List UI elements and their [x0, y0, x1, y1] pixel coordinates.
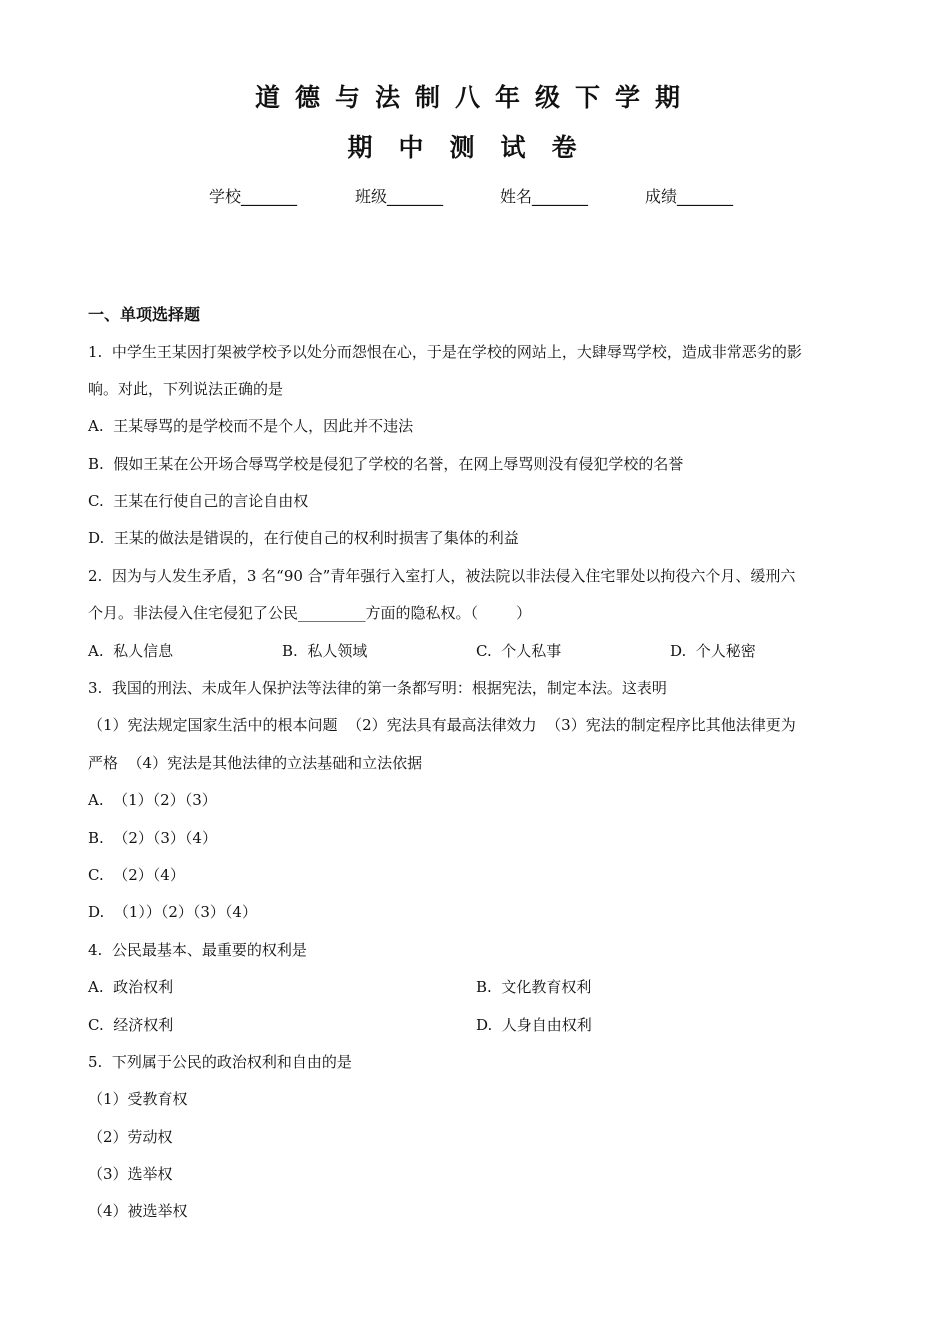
q1-option-c: C. 王某在行使自己的言论自由权 [88, 492, 309, 510]
q1-stem-line2: 响。对此，下列说法正确的是 [88, 380, 284, 398]
q4-option-a: A. 政治权利 [88, 978, 174, 996]
school-field: 学校_______ [209, 187, 298, 206]
q2-stem-line1: 2. 因为与人发生矛盾，3 名“90 合”青年强行入室打人，被法院以非法侵入住宅罪处以拘役六个月、缓刑六 [88, 567, 796, 585]
q2-option-c: C. 个人私事 [476, 642, 562, 660]
exam-title: 道德与法制八年级下学期 [254, 83, 695, 112]
q4-option-c: C. 经济权利 [88, 1016, 174, 1034]
q2-option-d: D. 个人秘密 [670, 642, 756, 660]
q4-stem: 4. 公民最基本、最重要的权利是 [88, 941, 307, 959]
q5-item-4: （4）被选举权 [88, 1202, 188, 1220]
q3-items-line1: （1）宪法规定国家生活中的根本问题 （2）宪法具有最高法律效力 （3）宪法的制定程序比其他法律更为 [88, 716, 796, 734]
name-field: 姓名_______ [500, 187, 589, 206]
score-field: 成绩_______ [645, 187, 734, 206]
q1-stem-line1: 1. 中学生王某因打架被学校予以处分而怨恨在心，于是在学校的网站上，大肆辱骂学校，造成非常恶劣的影 [88, 343, 802, 361]
q3-items-line2: 严格 （4）宪法是其他法律的立法基础和立法依据 [88, 754, 423, 772]
q3-stem: 3. 我国的刑法、未成年人保护法等法律的第一条都写明：根据宪法，制定本法。这表明 [88, 679, 667, 697]
q3-option-d: D. （1））（2）（3）（4） [88, 903, 257, 921]
q1-option-a: A. 王某辱骂的是学校而不是个人，因此并不违法 [88, 417, 414, 435]
q2-option-a: A. 私人信息 [88, 642, 174, 660]
q3-option-b: B. （2）（3）（4） [88, 829, 217, 847]
q5-item-2: （2）劳动权 [88, 1128, 173, 1146]
q5-item-1: （1）受教育权 [88, 1090, 188, 1108]
q1-option-b: B. 假如王某在公开场合辱骂学校是侵犯了学校的名誉，在网上辱骂则没有侵犯学校的名誉 [88, 455, 684, 473]
section-title: 一、单项选择题 [88, 305, 201, 324]
class-field: 班级_______ [355, 187, 444, 206]
q5-stem: 5. 下列属于公民的政治权利和自由的是 [88, 1053, 352, 1071]
q4-option-d: D. 人身自由权利 [476, 1016, 592, 1034]
q3-option-a: A. （1）（2）（3） [88, 791, 217, 809]
q1-option-d: D. 王某的做法是错误的，在行使自己的权利时损害了集体的利益 [88, 529, 519, 547]
q3-option-c: C. （2）（4） [88, 866, 185, 884]
q2-stem-line2: 个月。非法侵入住宅侵犯了公民_________方面的隐私权。（ ） [88, 604, 532, 622]
q4-option-b: B. 文化教育权利 [476, 978, 592, 996]
q2-option-b: B. 私人领域 [282, 642, 368, 660]
q5-item-3: （3）选举权 [88, 1165, 173, 1183]
exam-subtitle: 期中测试卷 [347, 133, 603, 162]
